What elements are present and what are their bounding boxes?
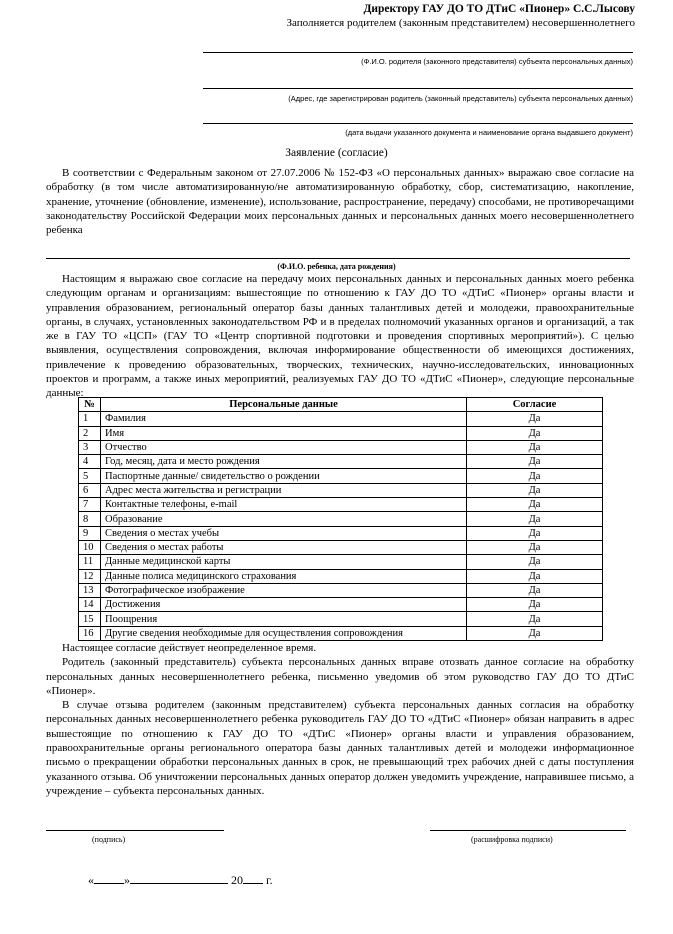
row-consent: Да: [467, 540, 603, 554]
row-data-name: Образование: [101, 512, 467, 526]
row-consent: Да: [467, 569, 603, 583]
table-header-row: [79, 398, 603, 412]
row-data-name: Фотографическое изображение: [101, 583, 467, 597]
document-caption: (дата выдачи указанного документа и наименование органа выдавшего документ): [345, 128, 633, 137]
header-consent: Согласие: [467, 398, 603, 412]
row-data-name: Поощрения: [101, 612, 467, 626]
row-data-name: Данные медицинской карты: [101, 555, 467, 569]
row-number: 4: [79, 455, 101, 469]
consent-paragraph: Настоящим я выражаю свое согласие на передачу моих персональных данных и персональных данных моего ребенка следующим органам и организациям: вышестоящие по отношению к ГАУ ДО ТО «ДТиС «Пионер» органы власти и управления образованием, региональный оператор базы данных талантливых детей и молодежи, правоохранительные органы, в случаях, установленных законодательством РФ и в пределах полномочий указанных органов и организаций, а так же в ГАУ ТО «ЦСП» (ГАУ ТО «Центр спортивной подготовки и проведения спортивных мероприятий»). С целью выявления, осуществления сопровождения, включая информирование общественности об имеющихся достижениях, привлечение к проведению образовательных, творческих, технических, научно-исследовательских, инновационных проектов и программ, а также иных мероприятий, реализуемых ГАУ ДО ТО «ДТиС «Пионер», следующие персональные данные:: [46, 273, 634, 400]
table-row: [79, 626, 603, 640]
intro-paragraph: В соответствии с Федеральным законом от 27.07.2006 № 152-ФЗ «О персональных данных» выражаю свое согласие на обработку (в том числе автоматизированную/не автоматизированную обработку, сбор, систематизацию, накопление, хранение, уточнение (обновление, изменение), использование, распространение, передачу) способами, не противоречащими законодательству Российской Федерации моих персональных данных и персональных данных моего несовершеннолетнего ребенка: [46, 167, 634, 237]
row-number: 1: [79, 412, 101, 426]
row-consent: Да: [467, 583, 603, 597]
year-suffix: г.: [266, 873, 273, 887]
row-number: 15: [79, 612, 101, 626]
intro-section: [46, 166, 634, 237]
date-line: [88, 873, 273, 888]
parent-name-field[interactable]: [203, 52, 633, 53]
parent-name-caption: (Ф.И.О. родителя (законного представителя) субъекта персональных данных): [361, 57, 633, 66]
child-name-caption: (Ф.И.О. ребенка, дата рождения): [277, 262, 396, 271]
row-data-name: Сведения о местах учебы: [101, 526, 467, 540]
parent-address-field[interactable]: [203, 88, 633, 89]
document-field[interactable]: [203, 123, 633, 124]
child-name-field[interactable]: [46, 258, 630, 259]
date-open-quote: «: [88, 873, 94, 887]
personal-data-table: [78, 397, 603, 641]
revoke-paragraph: Родитель (законный представитель) субъекта персональных данных вправе отозвать данное согласие на обработку персональных данных несовершеннолетнего ребенка, письменно уведомив об этом руководство ГАУ ДО ТО ДТиС «Пионер».: [46, 656, 634, 697]
year-prefix: 20: [231, 873, 243, 887]
signature-decode-field[interactable]: [430, 830, 626, 831]
row-number: 5: [79, 469, 101, 483]
table-row: [79, 526, 603, 540]
row-number: 3: [79, 440, 101, 454]
row-number: 12: [79, 569, 101, 583]
page-title: Заявление (согласие): [285, 147, 388, 159]
date-close-quote: »: [124, 873, 130, 887]
row-data-name: Достижения: [101, 598, 467, 612]
row-data-name: Другие сведения необходимые для осуществления сопровождения: [101, 626, 467, 640]
row-consent: Да: [467, 440, 603, 454]
row-consent: Да: [467, 469, 603, 483]
row-consent: Да: [467, 555, 603, 569]
row-consent: Да: [467, 626, 603, 640]
table-row: [79, 598, 603, 612]
row-number: 7: [79, 498, 101, 512]
table-row: [79, 569, 603, 583]
table-row: [79, 455, 603, 469]
table-row: [79, 612, 603, 626]
parent-address-caption: (Адрес, где зарегистрирован родитель (законный представитель) субъекта персональных данных): [288, 94, 633, 103]
day-field[interactable]: [94, 873, 124, 884]
row-data-name: Отчество: [101, 440, 467, 454]
row-consent: Да: [467, 598, 603, 612]
row-consent: Да: [467, 612, 603, 626]
row-data-name: Адрес места жительства и регистрации: [101, 483, 467, 497]
row-data-name: Фамилия: [101, 412, 467, 426]
table-row: [79, 498, 603, 512]
filled-by-note: Заполняется родителем (законным представителем) несовершеннолетнего: [286, 17, 635, 29]
row-data-name: Год, месяц, дата и место рождения: [101, 455, 467, 469]
row-data-name: Контактные телефоны, e-mail: [101, 498, 467, 512]
row-consent: Да: [467, 498, 603, 512]
table-row: [79, 426, 603, 440]
row-consent: Да: [467, 526, 603, 540]
addressee: Директору ГАУ ДО ТО ДТиС «Пионер» С.С.Лысову: [363, 3, 635, 15]
table-row: [79, 583, 603, 597]
row-number: 9: [79, 526, 101, 540]
row-number: 10: [79, 540, 101, 554]
header-number: №: [79, 398, 101, 412]
table-row: [79, 555, 603, 569]
validity-statement: Настоящее согласие действует неопределенное время.: [62, 642, 317, 654]
table-row: [79, 483, 603, 497]
closing-section: [46, 641, 634, 798]
row-number: 8: [79, 512, 101, 526]
year-field[interactable]: [243, 873, 263, 884]
month-field[interactable]: [130, 873, 228, 884]
table-row: [79, 512, 603, 526]
row-number: 13: [79, 583, 101, 597]
consent-section: [46, 272, 634, 401]
table-row: [79, 412, 603, 426]
signature-decode-caption: (расшифровка подписи): [471, 835, 553, 844]
table-row: [79, 540, 603, 554]
row-consent: Да: [467, 455, 603, 469]
row-data-name: Сведения о местах работы: [101, 540, 467, 554]
row-number: 6: [79, 483, 101, 497]
row-number: 11: [79, 555, 101, 569]
row-consent: Да: [467, 483, 603, 497]
row-data-name: Имя: [101, 426, 467, 440]
table-row: [79, 469, 603, 483]
row-consent: Да: [467, 512, 603, 526]
table-row: [79, 440, 603, 454]
row-data-name: Данные полиса медицинского страхования: [101, 569, 467, 583]
row-consent: Да: [467, 426, 603, 440]
row-consent: Да: [467, 412, 603, 426]
signature-caption: (подпись): [92, 835, 126, 844]
row-number: 14: [79, 598, 101, 612]
signature-field[interactable]: [46, 830, 224, 831]
row-number: 16: [79, 626, 101, 640]
header-personal-data: Персональные данные: [101, 398, 467, 412]
row-data-name: Паспортные данные/ свидетельство о рождении: [101, 469, 467, 483]
revoke-case-paragraph: В случае отзыва родителем (законным представителем) субъекта персональных данных согласия на обработку персональных данных несовершеннолетнего ребенка руководитель ГАУ ДО ТО «ДТиС «Пионер» обязан направить в адрес вышестоящие по отношению к ГАУ ДО ТО «ДТиС «Пионер» органы власти и управления образованием, правоохранительные органы регионального оператора базы данных талантливых детей и молодежи информационное письмо о прекращении обработки персональных данных в срок, не превышающий трех рабочих дней с даты поступления указанного отзыва. Об уничтожении персональных данных оператор должен уведомить учреждение, направившее письмо, а учреждение – субъекта персональных данных.: [46, 699, 634, 797]
row-number: 2: [79, 426, 101, 440]
